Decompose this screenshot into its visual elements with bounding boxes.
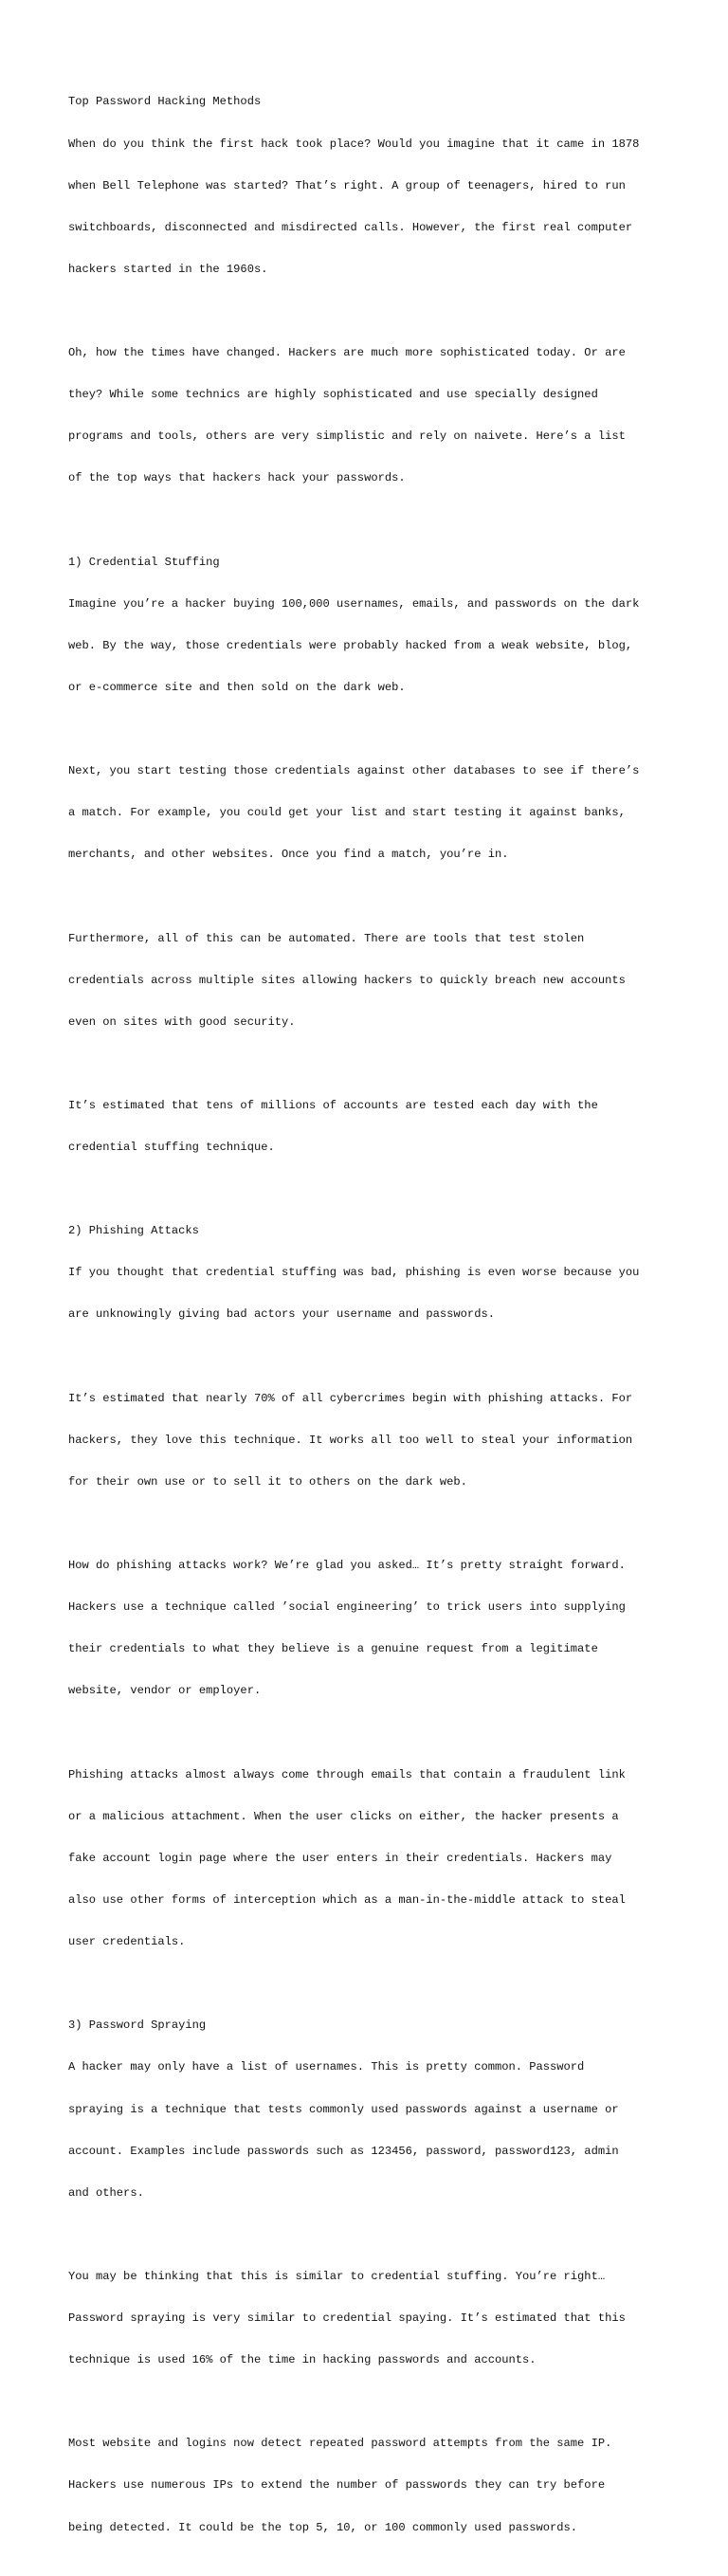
paragraph-line: account. Examples include passwords such as 123456, password, password123, admin <box>68 2144 619 2158</box>
paragraph-line: website, vendor or employer. <box>68 1684 262 1698</box>
section-3-paragraph-2 <box>68 2242 675 2396</box>
paragraph-line: a match. For example, you could get your list and start testing it against banks, <box>68 806 626 820</box>
paragraph-line: programs and tools, others are very simplistic and rely on naivete. Here’s a list <box>68 429 626 444</box>
paragraph-line: merchants, and other websites. Once you find a match, you’re in. <box>68 848 509 862</box>
paragraph-line: Imagine you’re a hacker buying 100,000 usernames, emails, and passwords on the dark <box>68 596 640 611</box>
paragraph-line: Next, you start testing those credentials against other databases to see if there’s <box>68 764 640 778</box>
paragraph-line: credentials across multiple sites allowing hackers to quickly breach new accounts <box>68 973 626 987</box>
paragraph-line: Hackers use a technique called ’social engineering’ to trick users into supplying <box>68 1600 626 1615</box>
paragraph-line: hackers, they love this technique. It works all too well to steal your information <box>68 1433 633 1447</box>
paragraph-line: hackers started in the 1960s. <box>68 262 268 276</box>
paragraph-line: If you thought that credential stuffing was bad, phishing is even worse because you <box>68 1266 640 1280</box>
paragraph-line: or a malicious attachment. When the user clicks on either, the hacker presents a <box>68 1809 619 1823</box>
paragraph-line: How do phishing attacks work? We’re glad you asked… It’s pretty straight forward. <box>68 1559 626 1573</box>
paragraph-line: Furthermore, all of this can be automated. There are tools that test stolen <box>68 931 585 945</box>
section-heading: 2) Phishing Attacks <box>68 1224 199 1238</box>
section-2-intro <box>68 1197 675 1350</box>
paragraph-line: When do you think the first hack took place? Would you imagine that it came in 1878 <box>68 137 640 151</box>
intro-block <box>68 67 675 304</box>
paragraph-line: Hackers use numerous IPs to extend the number of passwords they can try before <box>68 2478 606 2493</box>
section-2-paragraph-3 <box>68 1531 675 1726</box>
section-heading: 1) Credential Stuffing <box>68 555 220 569</box>
paragraph-line: web. By the way, those credentials were probably hacked from a weak website, blog, <box>68 638 633 652</box>
document-page <box>68 67 675 2576</box>
section-3-paragraph-3 <box>68 2409 675 2563</box>
paragraph-line: It’s estimated that tens of millions of accounts are tested each day with the <box>68 1098 598 1112</box>
paragraph-line: switchboards, disconnected and misdirected calls. However, the first real computer <box>68 220 633 234</box>
paragraph-line: they? While some technics are highly sophisticated and use specially designed <box>68 388 598 402</box>
paragraph-line: Most website and logins now detect repeated password attempts from the same IP. <box>68 2437 612 2451</box>
section-1-paragraph-3 <box>68 904 675 1057</box>
paragraph-line: being detected. It could be the top 5, 10, or 100 commonly used passwords. <box>68 2520 578 2534</box>
paragraph-line: Phishing attacks almost always come through emails that contain a fraudulent link <box>68 1767 626 1781</box>
paragraph-line: or e-commerce site and then sold on the dark web. <box>68 680 406 694</box>
paragraph-line: even on sites with good security. <box>68 1014 296 1029</box>
paragraph-line: when Bell Telephone was started? That’s right. A group of teenagers, hired to run <box>68 178 626 192</box>
paragraph-line: also use other forms of interception which as a man-in-the-middle attack to steal <box>68 1892 626 1907</box>
paragraph-line: Password spraying is very similar to credential spaying. It’s estimated that this <box>68 2311 626 2326</box>
paragraph-line: and others. <box>68 2185 144 2200</box>
paragraph-line: A hacker may only have a list of usernames. This is pretty common. Password <box>68 2060 585 2074</box>
paragraph-line: for their own use or to sell it to others on the dark web. <box>68 1474 467 1489</box>
paragraph-line: technique is used 16% of the time in hacking passwords and accounts. <box>68 2353 537 2367</box>
paragraph-line: are unknowingly giving bad actors your username and passwords. <box>68 1307 495 1322</box>
paragraph-line: of the top ways that hackers hack your passwords. <box>68 471 406 485</box>
section-1-intro <box>68 527 675 722</box>
intro-paragraph-2 <box>68 319 675 514</box>
paragraph-line: credential stuffing technique. <box>68 1141 275 1155</box>
paragraph-line: their credentials to what they believe is a genuine request from a legitimate <box>68 1642 598 1656</box>
paragraph-line: fake account login page where the user enters in their credentials. Hackers may <box>68 1851 612 1865</box>
paragraph-line: Oh, how the times have changed. Hackers are much more sophisticated today. Or are <box>68 346 626 360</box>
section-1-paragraph-2 <box>68 737 675 890</box>
section-heading: 3) Password Spraying <box>68 2019 207 2033</box>
paragraph-line: spraying is a technique that tests commonly used passwords against a username or <box>68 2102 619 2116</box>
section-1-paragraph-4 <box>68 1071 675 1183</box>
section-2-paragraph-2 <box>68 1363 675 1517</box>
paragraph-line: You may be thinking that this is similar to credential stuffing. You’re right… <box>68 2269 606 2283</box>
section-3-intro <box>68 1991 675 2228</box>
paragraph-line: user credentials. <box>68 1935 186 1949</box>
paragraph-line: It’s estimated that nearly 70% of all cybercrimes begin with phishing attacks. For <box>68 1391 633 1405</box>
section-2-paragraph-4 <box>68 1740 675 1977</box>
document-title: Top Password Hacking Methods <box>68 95 262 109</box>
